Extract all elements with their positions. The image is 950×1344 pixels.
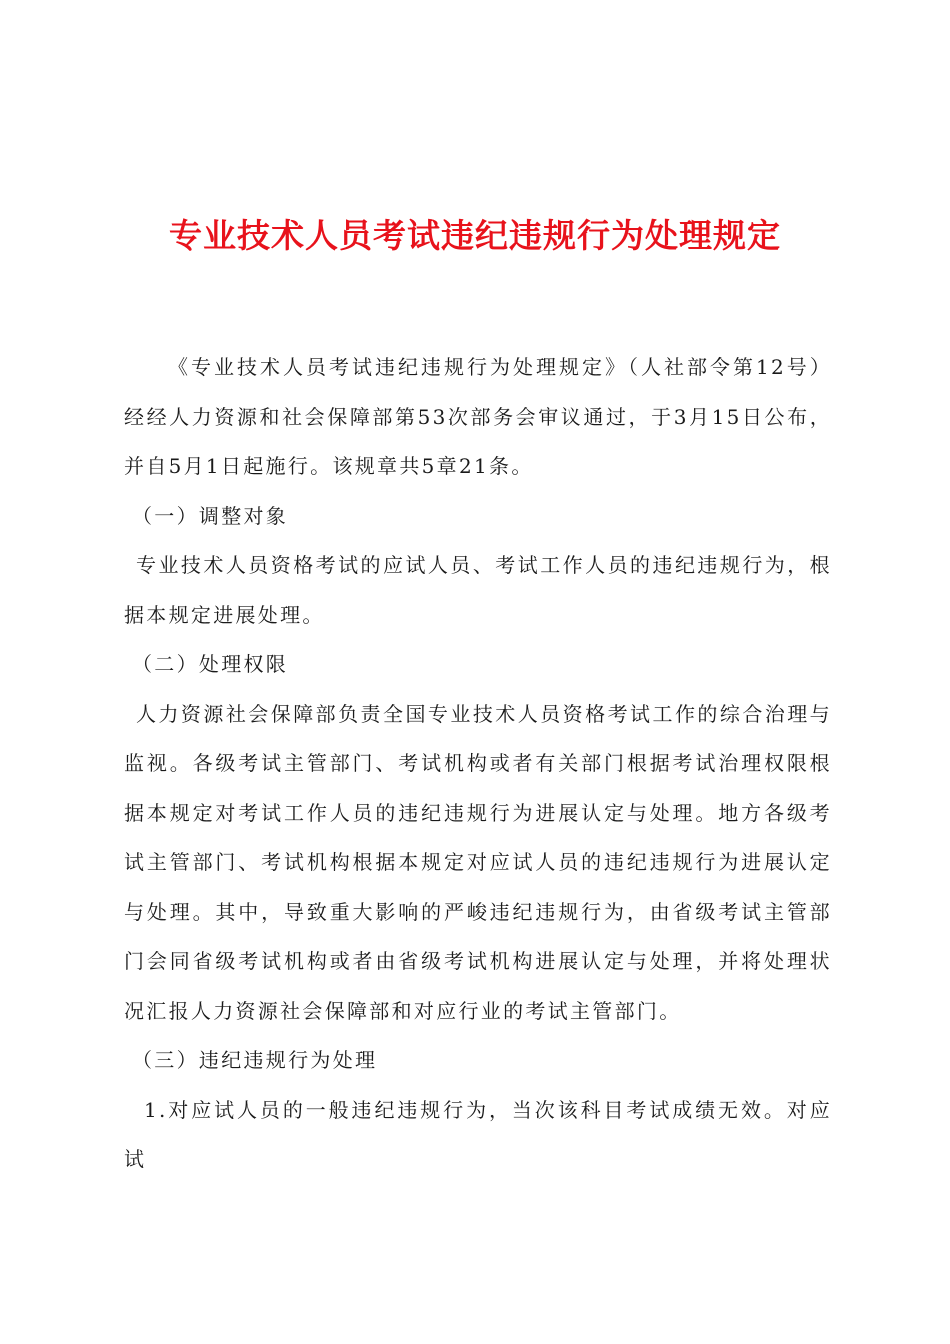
section-text-1: 专业技术人员资格考试的应试人员、考试工作人员的违纪违规行为，根据本规定进展处理。 [124, 553, 832, 627]
intro-paragraph: 《专业技术人员考试违纪违规行为处理规定》（人社部令第12号）经经人力资源和社会保障部第53次部务会审议通过，于3月15日公布，并自5月1日起施行。该规章共5章21条。 [124, 355, 832, 478]
document-title: 专业技术人员考试违纪违规行为处理规定 [169, 216, 781, 255]
section-heading-3: （三）违纪违规行为处理 [132, 1048, 378, 1072]
section-text-2: 人力资源社会保障部负责全国专业技术人员资格考试工作的综合治理与监视。各级考试主管部门、考试机构或者有关部门根据考试治理权限根据本规定对考试工作人员的违纪违规行为进展认定与处理。地方各级考试主管部门、考试机构根据本规定对应试人员的违纪违规行为进展认定与处理。其中，导致重大影响的严峻违纪违规行为，由省级考试主管部门会同省级考试机构或者由省级考试机构进展认定与处理，并将处理状况汇报人力资源社会保障部和对应行业的考试主管部门。 [124, 701, 832, 1023]
section-text-3: 1.对应试人员的一般违纪违规行为，当次该科目考试成绩无效。对应试 [124, 1097, 832, 1171]
document-body [124, 343, 832, 1185]
section-heading-1: （一）调整对象 [132, 503, 289, 528]
section-heading-2: （二）处理权限 [132, 652, 289, 676]
